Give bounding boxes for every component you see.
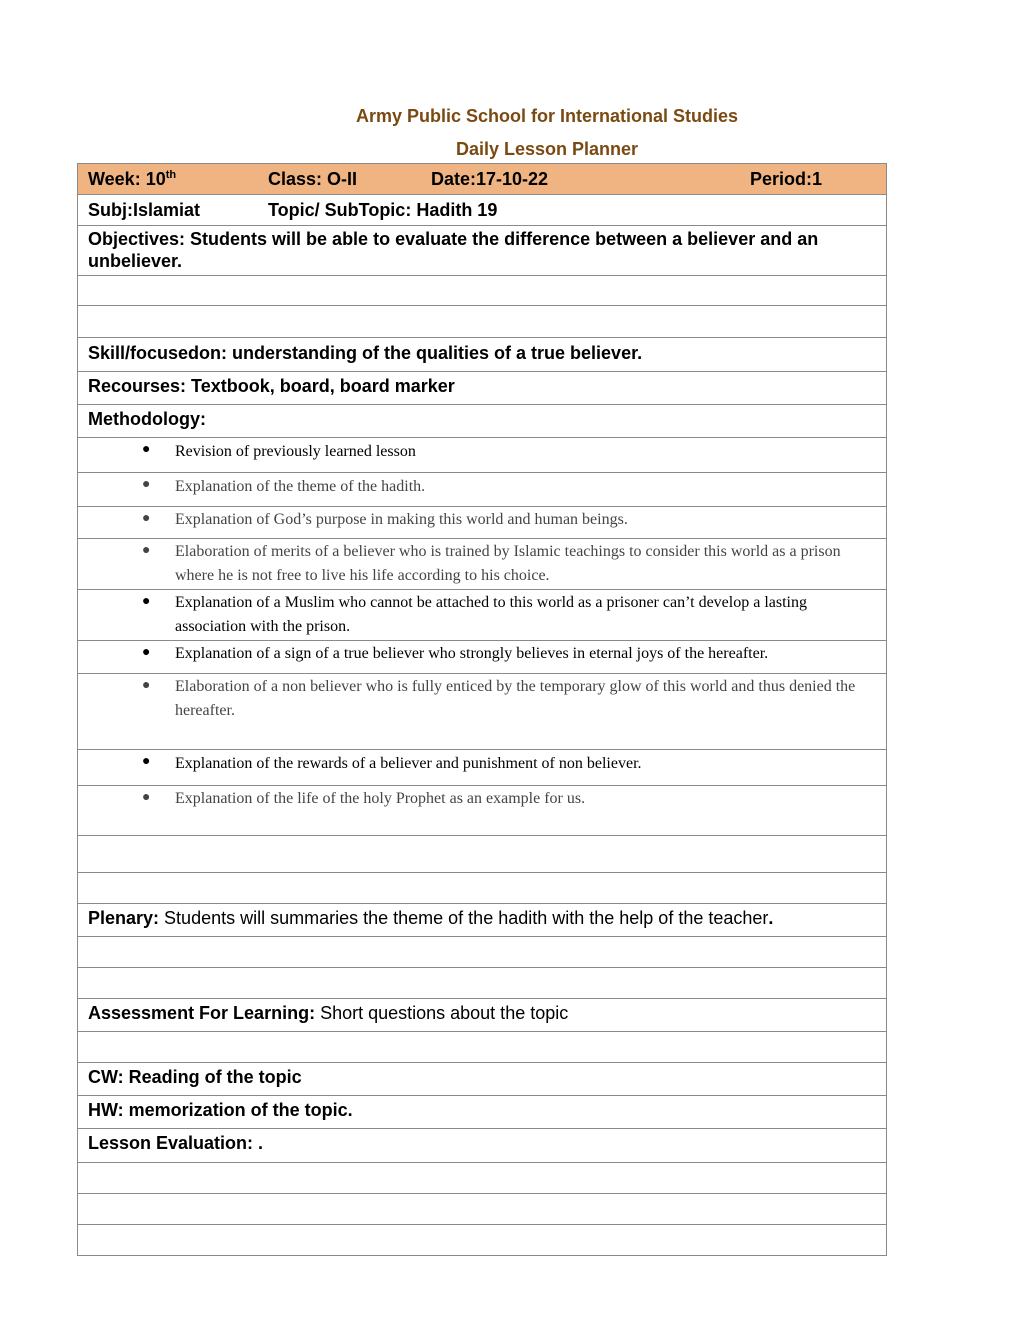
empty-row — [78, 1225, 887, 1256]
bullet-icon: ● — [142, 790, 151, 805]
empty-row — [78, 968, 887, 999]
bullet-icon: ● — [142, 678, 151, 693]
empty-row — [78, 276, 887, 306]
list-item: ● Explanation of God’s purpose in making this world and human beings. — [78, 507, 887, 539]
header-row — [78, 164, 887, 195]
empty-row — [78, 1032, 887, 1063]
skill-cell: Skill/focusedon: understanding of the qualities of a true believer. — [78, 338, 887, 372]
empty-row — [78, 1194, 887, 1225]
bullet-icon: ● — [142, 543, 151, 558]
bullet-icon: ● — [142, 477, 151, 492]
list-item: ● Explanation of the theme of the hadith. — [78, 473, 887, 507]
assessment-cell: Assessment For Learning: Short questions about the topic — [78, 999, 887, 1032]
date-cell: Date:17-10-22 — [431, 169, 549, 189]
empty-row — [78, 937, 887, 968]
empty-row — [78, 873, 887, 904]
bullet-icon: ● — [142, 442, 151, 457]
bullet-icon: ● — [142, 754, 151, 769]
list-item: ● Explanation of a Muslim who cannot be attached to this world as a prisoner can’t develop a lasting association with the prison. — [78, 590, 887, 641]
list-item: ● Explanation of the rewards of a believer and punishment of non believer. — [78, 750, 887, 786]
period-cell: Period:1 — [750, 169, 823, 189]
list-item: ● Elaboration of merits of a believer who is trained by Islamic teachings to consider this world as a prison where he is not free to live his life according to his choice. — [78, 539, 887, 590]
empty-row — [78, 836, 887, 873]
week-cell: Week: 10th — [88, 169, 177, 189]
list-item: ● Elaboration of a non believer who is fully enticed by the temporary glow of this world and thus denied the hereafter. — [78, 674, 887, 750]
lesson-plan-table — [77, 163, 887, 1256]
bullet-icon: ● — [142, 511, 151, 526]
resources-cell: Recourses: Textbook, board, board marker — [78, 372, 887, 405]
objectives-cell: Objectives: Students will be able to evaluate the difference between a believer and an unbeliever. — [78, 226, 887, 276]
list-item: ● Explanation of the life of the holy Prophet as an example for us. — [78, 786, 887, 836]
classwork-cell: CW: Reading of the topic — [78, 1063, 887, 1096]
class-cell: Class: O-II — [268, 169, 358, 189]
list-item: ● Explanation of a sign of a true believer who strongly believes in eternal joys of the hereafter. — [78, 641, 887, 674]
bullet-icon: ● — [142, 594, 151, 609]
evaluation-cell: Lesson Evaluation: . — [78, 1129, 887, 1163]
topic-cell: Topic/ SubTopic: Hadith 19 — [268, 200, 498, 220]
plenary-cell: Plenary: Students will summaries the theme of the hadith with the help of the teacher. — [78, 904, 887, 937]
school-name: Army Public School for International Studies — [355, 106, 739, 126]
empty-row — [78, 306, 887, 338]
bullet-icon: ● — [142, 645, 151, 660]
list-item: ● Revision of previously learned lesson — [78, 438, 887, 473]
methodology-label: Methodology: — [78, 405, 887, 438]
homework-cell: HW: memorization of the topic. — [78, 1096, 887, 1129]
subject-cell: Subj:Islamiat — [88, 200, 201, 220]
planner-title: Daily Lesson Planner — [455, 139, 639, 159]
empty-row — [78, 1163, 887, 1194]
